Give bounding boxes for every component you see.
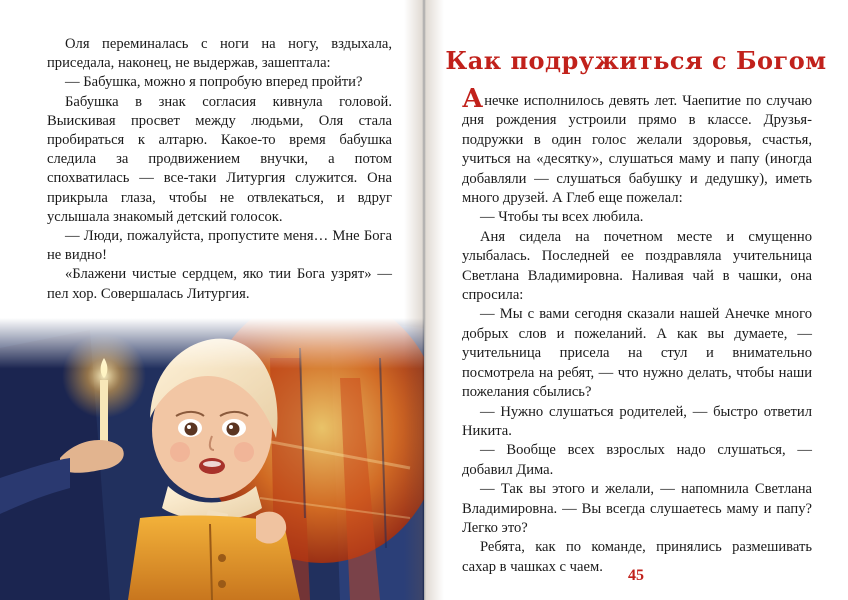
chapter-title: Как подружиться с Богом (445, 46, 827, 75)
left-page-text (47, 35, 392, 304)
paragraph: — Нужно слушаться родителей, — быстро ответил Никита. (462, 403, 812, 439)
paragraph: — Вообще всех взрослых надо слушаться, — добавил Дима. (462, 442, 812, 478)
right-page (424, 0, 848, 600)
girl-with-candle-illustration (0, 318, 424, 600)
paragraph (462, 84, 812, 208)
page-number: 45 (628, 567, 644, 584)
paragraph: «Блажени чистые сердцем, яко тии Бога узрят» — пел хор. Совершалась Литургия. (47, 266, 392, 302)
paragraph: — Чтобы ты всех любила. (480, 209, 644, 226)
paragraph-text: нечке исполнилось девять лет. Чаепитие по случаю дня рождения устроили прямо в классе. Друзья-подружки в один голос желали здоровья, счастья, учиться на «десятку», слушаться маму и папу (иногда добавляли — слушаться бабушку и дедушку), иметь много друзей. А Глеб еще пожелал: (462, 93, 812, 207)
paragraph: Ребята, как по команде, принялись размешивать сахар в чашках с чаем. (462, 539, 812, 575)
paragraph: — Мы с вами сегодня сказали нашей Анечке много добрых слов и пожеланий. А как вы думаете, — учительница присела на стул и внимательно посмотрела на ребят, — что нужно делать, чтобы наши пожелания сбылись? (462, 306, 812, 401)
right-page-text (462, 84, 812, 577)
paragraph: — Люди, пожалуйста, пропустите меня… Мне Бога не видно! (47, 228, 392, 264)
paragraph: — Так вы этого и желали, — напомнила Светлана Владимировна. — Вы всегда слушаетесь маму и папу? Легко это? (462, 481, 812, 536)
paragraph: Бабушка в знак согласия кивнула головой. Выискивая просвет между людьми, Оля стала пробираться к алтарю. Какое-то время бабушка следила за продвижением внучки, а потом спохватилась — все-таки Литургия служится. Она прикрыла глаза, чтобы не отвлекаться, и вдруг услышала знакомый детский голосок. (47, 93, 392, 225)
paragraph: — Бабушка, можно я попробую вперед пройти? (65, 74, 363, 91)
paragraph: Аня сидела на почетном месте и смущенно улыбалась. Последней ее поздравляла учительница Светлана Владимировна. Наливая чай в чашки, она спросила: (462, 228, 812, 304)
paragraph: Оля переминалась с ноги на ногу, вздыхала, приседала, наконец, не выдержав, зашептала: (47, 36, 392, 72)
drop-cap: А (462, 84, 484, 114)
